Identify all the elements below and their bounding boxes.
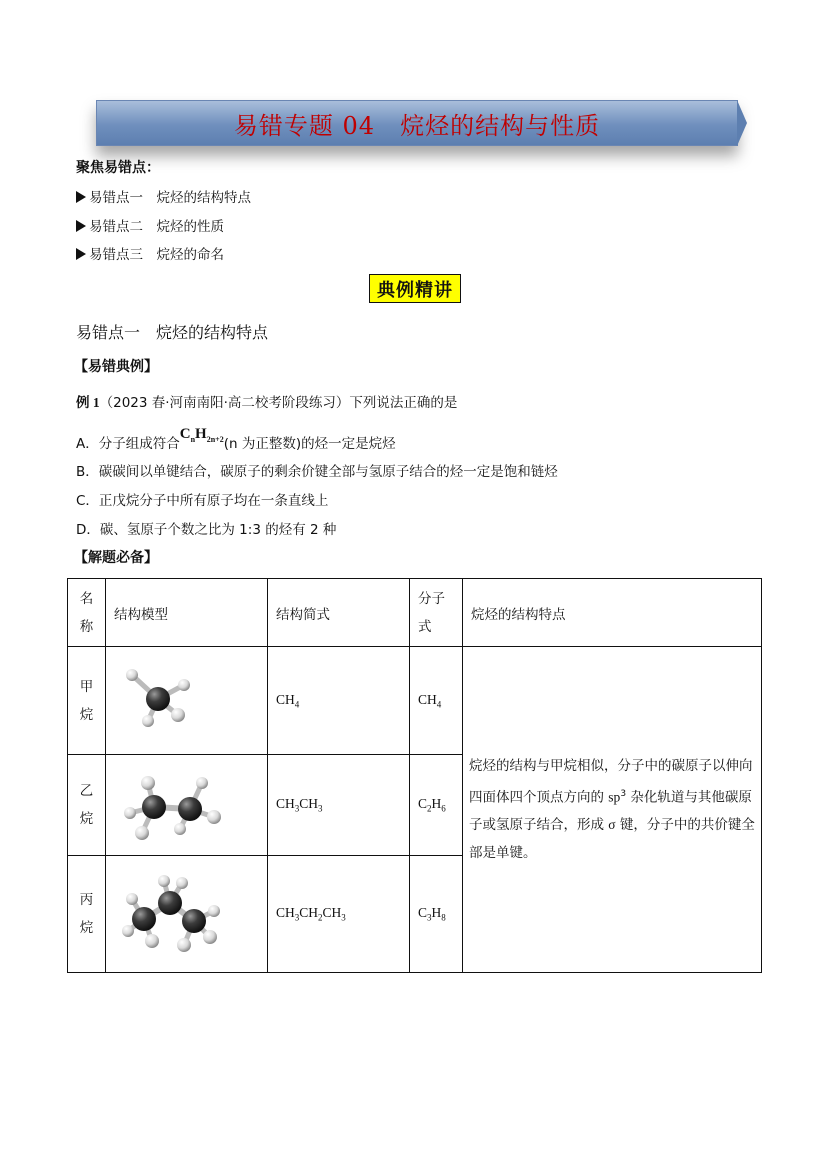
row-simple-formula: $CH_4$ xyxy=(268,647,410,755)
row-name: 丙 烷 xyxy=(68,856,106,973)
table-row xyxy=(68,647,762,755)
focus-label: 聚焦易错点： xyxy=(76,160,160,176)
row-molecular-formula: $C_3H_8$ xyxy=(410,856,463,973)
header-name: 名 称 xyxy=(68,579,106,647)
option-d: D．碳、氢原子个数之比为 1:3 的烃有 2 种 xyxy=(76,522,337,538)
example-question xyxy=(76,391,457,411)
header-simple: 结构简式 xyxy=(268,579,410,647)
option-c: C．正戊烷分子中所有原子均在一条直线上 xyxy=(76,493,329,509)
option-b: B．碳碳间以单键结合，碳原子的剩余价键全部与氢原子结合的烃一定是饱和链烃 xyxy=(76,464,558,480)
triangle-bullet-icon xyxy=(76,220,86,232)
row-name: 乙 烷 xyxy=(68,755,106,856)
triangle-bullet-icon xyxy=(76,248,86,260)
section-title: 易错点一 烷烃的结构特点 xyxy=(76,323,269,342)
header-feature: 烷烃的结构特点 xyxy=(463,579,762,647)
row-simple-formula: $CH_3CH_3$ xyxy=(268,755,410,856)
page-title: 易错专题 04 烷烃的结构与性质 xyxy=(233,111,601,140)
row-name: 甲 烷 xyxy=(68,647,106,755)
focus-point-2: 易错点二 烷烃的性质 xyxy=(76,215,224,235)
essentials-label: 【解题必备】 xyxy=(74,550,158,566)
row-molecular-formula: $C_2H_6$ xyxy=(410,755,463,856)
alkane-general-formula: $C_nH_{2n+2}$ xyxy=(179,426,224,444)
table-header-row xyxy=(68,579,762,647)
ethane-model-icon xyxy=(106,755,268,856)
typical-examples-banner: 典例精讲 xyxy=(369,274,461,303)
example-text: （2023 春·河南南阳·高二校考阶段练习）下列说法正确的是 xyxy=(99,395,458,411)
triangle-bullet-icon xyxy=(76,191,86,203)
propane-model-icon xyxy=(106,856,268,973)
example-number: 例 1 xyxy=(76,395,100,410)
row-molecular-formula: $CH_4$ xyxy=(410,647,463,755)
option-a: A．分子组成符合$C_nH_{2n+2}(n$ 为正整数)的烃一定是烷烃 xyxy=(76,426,396,452)
focus-point-1: 易错点一 烷烃的结构特点 xyxy=(76,186,251,206)
focus-point-3: 易错点三 烷烃的命名 xyxy=(76,243,224,263)
header-formula: 分子 式 xyxy=(410,579,463,647)
row-simple-formula: $CH_3CH_2CH_3$ xyxy=(268,856,410,973)
methane-model-icon xyxy=(106,647,268,755)
alkane-structure-table xyxy=(67,578,762,973)
header-model: 结构模型 xyxy=(106,579,268,647)
typical-example-label: 【易错典例】 xyxy=(74,359,158,375)
structure-feature-text: 烷烃的结构与甲烷相似，分子中的碳原子以伸向四面体四个顶点方向的 $sp^3$ 杂化轨道与其他碳原子或氢原子结合，形成 σ 键，分子中的共价键全部是单键。 xyxy=(463,647,762,973)
title-banner xyxy=(96,100,738,146)
